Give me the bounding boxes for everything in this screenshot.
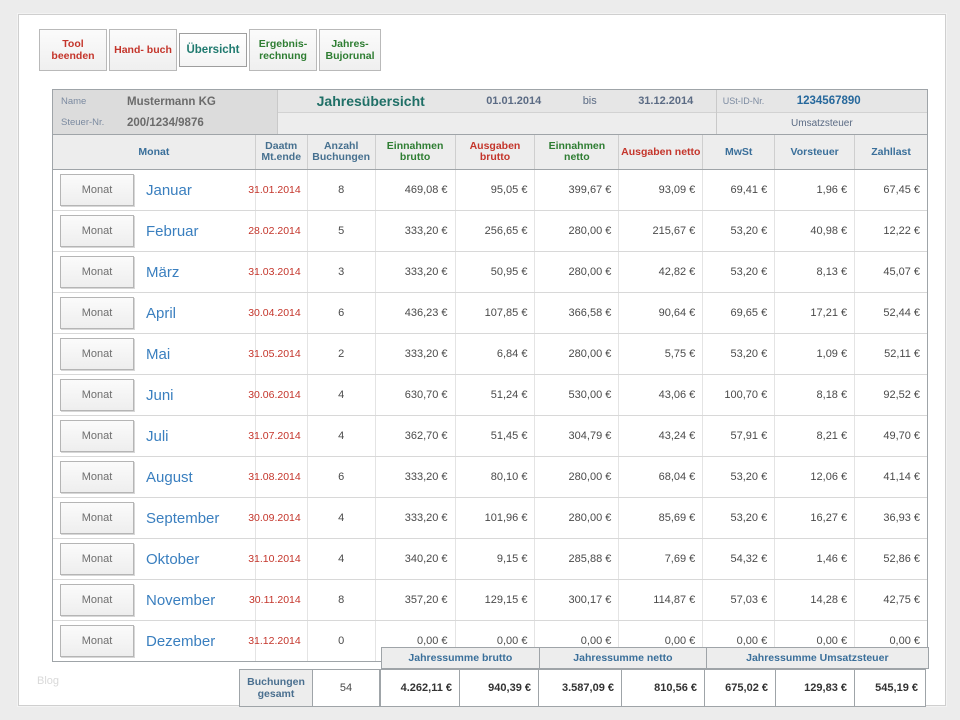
tool-beenden-label: Tool beenden	[51, 38, 95, 62]
date-separator: bis	[582, 95, 597, 107]
footer-head-netto: Jahressumme netto	[539, 647, 707, 669]
mwst: 53,20 €	[703, 211, 775, 251]
ausgaben-brutto: 9,15 €	[456, 539, 536, 579]
vorsteuer: 40,98 €	[775, 211, 855, 251]
month-name: August	[146, 468, 193, 486]
company-taxnr-row	[61, 112, 277, 133]
einnahmen-brutto: 333,20 €	[376, 457, 456, 497]
month-cell	[53, 293, 256, 333]
einnahmen-brutto: 436,23 €	[376, 293, 456, 333]
ausgaben-netto: 215,67 €	[619, 211, 703, 251]
zahllast: 92,52 €	[883, 389, 921, 401]
einnahmen-netto: 285,88 €	[535, 539, 619, 579]
booking-count: 3	[308, 252, 376, 292]
month-cell	[53, 170, 256, 210]
sum-vorsteuer: 129,83 €	[775, 669, 855, 707]
month-button[interactable]: Monat	[60, 420, 134, 452]
zahllast: 12,22 €	[883, 225, 921, 237]
month-button[interactable]: Monat	[60, 584, 134, 616]
month-button[interactable]: Monat	[60, 461, 134, 493]
ausgaben-netto: 43,24 €	[619, 416, 703, 456]
booking-count: 4	[308, 375, 376, 415]
ausgaben-netto: 43,06 €	[619, 375, 703, 415]
ausgaben-netto: 85,69 €	[619, 498, 703, 538]
table-row	[53, 416, 927, 457]
month-cell	[53, 252, 256, 292]
company-name-row	[61, 91, 277, 112]
steuer-value: 200/1234/9876	[127, 116, 204, 129]
mwst: 53,20 €	[703, 334, 775, 374]
einnahmen-brutto: 362,70 €	[376, 416, 456, 456]
mwst: 57,91 €	[703, 416, 775, 456]
col-einnahmen-netto: Einnahmen netto	[535, 135, 619, 169]
title-row-filler	[278, 113, 716, 134]
month-end-date: 31.12.2014	[256, 621, 308, 661]
uebersicht-label: Übersicht	[186, 44, 240, 56]
company-info	[53, 90, 278, 134]
einnahmen-netto: 0,00 €	[535, 621, 619, 661]
month-end-date: 30.04.2014	[256, 293, 308, 333]
zahllast: 52,86 €	[883, 553, 921, 565]
sum-mwst: 675,02 €	[704, 669, 776, 707]
ausgaben-brutto: 80,10 €	[456, 457, 536, 497]
einnahmen-brutto: 333,20 €	[376, 211, 456, 251]
month-cell	[53, 375, 256, 415]
jahresbujorunal-label: Jahres- Bujorunal	[325, 38, 375, 62]
ergebnisrechnung-label: Ergebnis- rechnung	[258, 38, 308, 62]
zahllast: 0,00 €	[889, 635, 921, 647]
month-name: Juni	[146, 386, 174, 404]
month-name: September	[146, 509, 220, 527]
booking-count: 4	[308, 416, 376, 456]
ustid-label: USt-ID-Nr.	[722, 96, 765, 106]
name-value: Mustermann KG	[127, 95, 216, 108]
col-ausgaben-netto: Ausgaben netto	[619, 135, 703, 169]
handbuch-label: Hand- buch	[114, 44, 172, 56]
einnahmen-netto: 304,79 €	[535, 416, 619, 456]
sum-zahllast: 545,19 €	[854, 669, 926, 707]
month-end-date: 31.07.2014	[256, 416, 308, 456]
date-from: 01.01.2014	[486, 95, 542, 107]
app-window	[18, 14, 946, 706]
einnahmen-brutto: 0,00 €	[376, 621, 456, 661]
ausgaben-netto: 90,64 €	[619, 293, 703, 333]
einnahmen-brutto: 340,20 €	[376, 539, 456, 579]
vorsteuer: 16,27 €	[775, 498, 855, 538]
steuer-label: Steuer-Nr.	[61, 117, 105, 128]
date-to: 31.12.2014	[638, 95, 694, 107]
ustid-row	[717, 90, 927, 113]
einnahmen-netto: 280,00 €	[535, 457, 619, 497]
booking-count: 8	[308, 170, 376, 210]
table-header	[52, 134, 928, 170]
month-name: Oktober	[146, 550, 200, 568]
ausgaben-brutto: 95,05 €	[456, 170, 536, 210]
ausgaben-netto: 0,00 €	[619, 621, 703, 661]
einnahmen-netto: 366,58 €	[535, 293, 619, 333]
table-row	[53, 375, 927, 416]
toolbar	[39, 29, 383, 71]
month-end-date: 28.02.2014	[256, 211, 308, 251]
header-band	[52, 89, 928, 134]
einnahmen-brutto: 333,20 €	[376, 252, 456, 292]
ausgaben-brutto: 51,45 €	[456, 416, 536, 456]
month-cell	[53, 457, 256, 497]
booking-count: 6	[308, 293, 376, 333]
umsatzsteuer-row	[717, 113, 927, 134]
ausgaben-brutto: 0,00 €	[456, 621, 536, 661]
vorsteuer: 14,28 €	[775, 580, 855, 620]
uebersicht-tab[interactable]	[179, 33, 247, 67]
zahllast: 36,93 €	[883, 512, 921, 524]
tool-beenden-button[interactable]	[39, 29, 107, 71]
jahresbujorunal-button[interactable]	[319, 29, 381, 71]
footer-value-row	[239, 669, 928, 707]
month-button[interactable]: Monat	[60, 256, 134, 288]
vorsteuer: 1,09 €	[775, 334, 855, 374]
einnahmen-brutto: 357,20 €	[376, 580, 456, 620]
zahllast: 49,70 €	[883, 430, 921, 442]
month-button[interactable]: Monat	[60, 502, 134, 534]
vorsteuer: 1,96 €	[775, 170, 855, 210]
einnahmen-netto: 300,17 €	[535, 580, 619, 620]
einnahmen-netto: 280,00 €	[535, 211, 619, 251]
zahllast: 42,75 €	[883, 594, 921, 606]
table-row	[53, 457, 927, 498]
mwst: 53,20 €	[703, 498, 775, 538]
buchungen-gesamt-label: Buchungen gesamt	[239, 669, 313, 707]
col-anzahl: Anzahl Buchungen	[308, 135, 376, 169]
mwst: 69,65 €	[703, 293, 775, 333]
col-zahllast: Zahllast	[871, 145, 911, 158]
handbuch-button[interactable]	[109, 29, 177, 71]
zahllast: 52,44 €	[883, 307, 921, 319]
booking-count: 2	[308, 334, 376, 374]
footer-head-ust: Jahressumme Umsatzsteuer	[706, 647, 929, 669]
sum-ausgaben-netto: 810,56 €	[621, 669, 705, 707]
month-end-date: 31.05.2014	[256, 334, 308, 374]
footer-head-row	[239, 647, 928, 669]
ergebnisrechnung-button[interactable]	[249, 29, 317, 71]
einnahmen-brutto: 630,70 €	[376, 375, 456, 415]
month-cell	[53, 539, 256, 579]
month-button[interactable]: Monat	[60, 215, 134, 247]
mwst: 53,20 €	[703, 252, 775, 292]
col-mwst: MwSt	[703, 135, 775, 169]
month-cell	[53, 416, 256, 456]
ustid-value: 1234567890	[796, 95, 861, 107]
ausgaben-brutto: 6,84 €	[456, 334, 536, 374]
mwst: 57,03 €	[703, 580, 775, 620]
zahllast: 45,07 €	[883, 266, 921, 278]
ustid-block	[716, 90, 927, 134]
table-body	[52, 170, 928, 662]
title-row	[278, 90, 716, 113]
col-vorsteuer: Vorsteuer	[775, 135, 855, 169]
einnahmen-brutto: 469,08 €	[376, 170, 456, 210]
ausgaben-brutto: 51,24 €	[456, 375, 536, 415]
booking-count: 5	[308, 211, 376, 251]
month-cell	[53, 498, 256, 538]
ausgaben-brutto: 101,96 €	[456, 498, 536, 538]
mwst: 69,41 €	[703, 170, 775, 210]
zahllast: 41,14 €	[883, 471, 921, 483]
month-name: Dezember	[146, 632, 216, 650]
month-button[interactable]: Monat	[60, 543, 134, 575]
month-name: Juli	[146, 427, 169, 445]
einnahmen-brutto: 333,20 €	[376, 334, 456, 374]
sum-einnahmen-brutto: 4.262,11 €	[380, 669, 460, 707]
table-row	[53, 539, 927, 580]
sheet	[52, 89, 928, 662]
booking-count: 8	[308, 580, 376, 620]
footer-head-brutto: Jahressumme brutto	[381, 647, 541, 669]
month-end-date: 30.06.2014	[256, 375, 308, 415]
month-button[interactable]: Monat	[60, 625, 134, 657]
sum-einnahmen-netto: 3.587,09 €	[538, 669, 622, 707]
month-name: Januar	[146, 181, 192, 199]
einnahmen-netto: 280,00 €	[535, 252, 619, 292]
month-cell	[53, 334, 256, 374]
month-name: Mai	[146, 345, 171, 363]
einnahmen-netto: 280,00 €	[535, 498, 619, 538]
booking-count: 6	[308, 457, 376, 497]
ausgaben-netto: 68,04 €	[619, 457, 703, 497]
month-cell	[53, 580, 256, 620]
month-name: April	[146, 304, 177, 322]
month-name: Februar	[146, 222, 199, 240]
table-row	[53, 580, 927, 621]
ausgaben-netto: 5,75 €	[619, 334, 703, 374]
table-row	[53, 498, 927, 539]
vorsteuer: 8,13 €	[775, 252, 855, 292]
ausgaben-netto: 42,82 €	[619, 252, 703, 292]
vorsteuer: 8,21 €	[775, 416, 855, 456]
month-button[interactable]: Monat	[60, 338, 134, 370]
einnahmen-netto: 399,67 €	[535, 170, 619, 210]
ausgaben-brutto: 107,85 €	[456, 293, 536, 333]
einnahmen-brutto: 333,20 €	[376, 498, 456, 538]
col-ausgaben-brutto: Ausgaben brutto	[456, 135, 536, 169]
mwst: 0,00 €	[703, 621, 775, 661]
month-cell	[53, 621, 256, 661]
month-end-date: 31.03.2014	[256, 252, 308, 292]
table-row	[53, 211, 927, 252]
einnahmen-netto: 280,00 €	[535, 334, 619, 374]
month-button[interactable]: Monat	[60, 174, 134, 206]
month-button[interactable]: Monat	[60, 379, 134, 411]
mwst: 100,70 €	[703, 375, 775, 415]
zahllast: 52,11 €	[884, 348, 921, 360]
vorsteuer: 8,18 €	[775, 375, 855, 415]
footer-totals	[239, 647, 928, 707]
table-row	[53, 293, 927, 334]
month-cell	[53, 211, 256, 251]
footer-spacer	[239, 647, 381, 669]
month-button[interactable]: Monat	[60, 297, 134, 329]
ausgaben-brutto: 256,65 €	[456, 211, 536, 251]
ausgaben-netto: 114,87 €	[619, 580, 703, 620]
booking-count: 4	[308, 498, 376, 538]
ausgaben-netto: 93,09 €	[619, 170, 703, 210]
month-end-date: 31.10.2014	[256, 539, 308, 579]
col-datum: Daatm Mt.ende	[256, 135, 308, 169]
table-row	[53, 170, 927, 211]
vorsteuer: 0,00 €	[775, 621, 855, 661]
mwst: 54,32 €	[703, 539, 775, 579]
ausgaben-brutto: 129,15 €	[456, 580, 536, 620]
title-block	[278, 90, 716, 134]
col-einnahmen-brutto: Einnahmen brutto	[376, 135, 456, 169]
sum-ausgaben-brutto: 940,39 €	[459, 669, 539, 707]
month-end-date: 31.08.2014	[256, 457, 308, 497]
booking-count: 0	[308, 621, 376, 661]
month-end-date: 30.09.2014	[256, 498, 308, 538]
table-row	[53, 334, 927, 375]
month-end-date: 31.01.2014	[256, 170, 308, 210]
month-end-date: 30.11.2014	[256, 580, 308, 620]
month-name: November	[146, 591, 216, 609]
watermark: Blog	[37, 675, 60, 687]
einnahmen-netto: 530,00 €	[535, 375, 619, 415]
table-row	[53, 252, 927, 293]
ausgaben-brutto: 50,95 €	[456, 252, 536, 292]
vorsteuer: 17,21 €	[775, 293, 855, 333]
ausgaben-netto: 7,69 €	[619, 539, 703, 579]
vorsteuer: 12,06 €	[775, 457, 855, 497]
vorsteuer: 1,46 €	[775, 539, 855, 579]
month-name: März	[146, 263, 180, 281]
name-label: Name	[61, 96, 87, 107]
booking-count: 4	[308, 539, 376, 579]
col-monat: Monat	[53, 135, 256, 169]
mwst: 53,20 €	[703, 457, 775, 497]
buchungen-gesamt-count: 54	[312, 669, 380, 707]
umsatzsteuer-label: Umsatzsteuer	[791, 118, 853, 129]
page-title: Jahresübersicht	[316, 93, 425, 109]
zahllast: 67,45 €	[883, 184, 921, 196]
